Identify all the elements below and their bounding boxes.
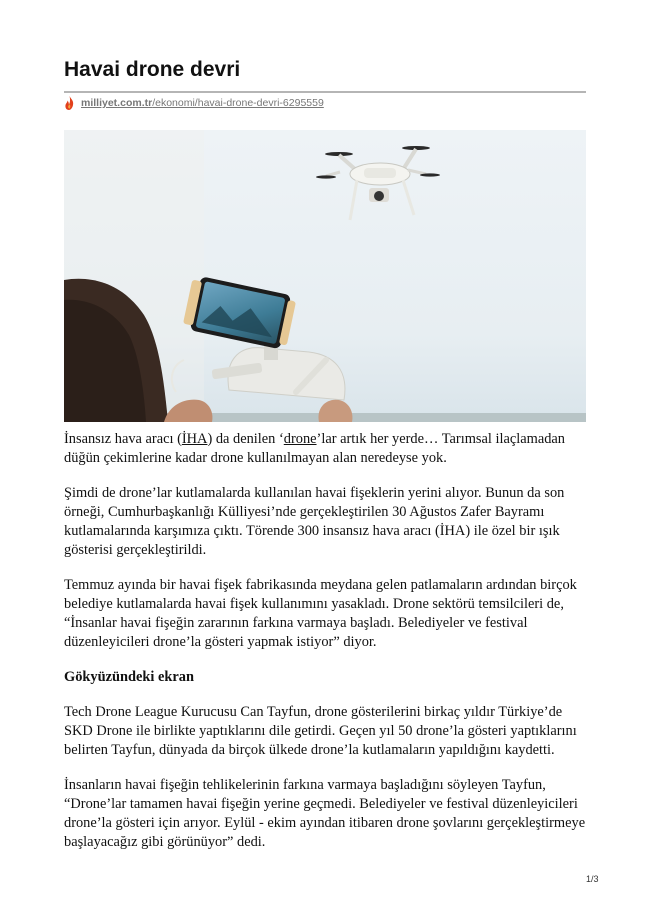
title-divider [64,91,586,93]
page-number: 1/3 [586,874,599,884]
source-domain: milliyet.com.tr [81,97,153,109]
link-iha[interactable]: İHA [181,431,208,447]
source-path: /ekonomi/havai-drone-devri-6295559 [152,97,324,109]
article-subheading: Gökyüzündeki ekran [64,669,194,685]
article-paragraph: İnsanların havai fişeğin tehlikelerinin farkına varmaya başladığını söyleyen Tayfun, “Drone’lar tamamen havai fişeğin yerine geçmedi. Belediyeler ve festival düzenleyicileri drone’la gösteri için arıyor. Eylül - ekim ayından itibaren drone şovlarını gerçekleştirmeye başlayacağız gibi görünüyor” dedi. [64,777,586,850]
source-line [64,95,324,111]
article-paragraph: Şimdi de drone’lar kutlamalarda kullanılan havai fişeklerin yerini alıyor. Bunun da son örneği, Cumhurbaşkanlığı Külliyesi’nde gerçekleştirilen 30 Ağustos Zafer Bayramı kutlamalarında karşımıza çıktı. Törende 300 insansız hava aracı (İHA) ile özel bir ışık gösterisi gerçekleştirildi. [64,485,565,558]
source-link[interactable] [81,97,324,109]
page-title: Havai drone devri [64,58,241,81]
milliyet-flame-icon [64,96,75,110]
link-drone[interactable]: drone [283,431,317,447]
article-body [64,430,594,868]
article-photo [64,130,586,422]
article-paragraph: Tech Drone League Kurucusu Can Tayfun, drone gösterilerini birkaç yıldır Türkiye’de SKD Drone ile birlikte yaptıklarını dile getirdi. Geçen yıl 50 drone’la gösteri yaptıklarını belirten Tayfun, dünyada da birçok ülkede drone’la kutlamaların yapıldığını kaydetti. [64,704,577,758]
article-paragraph: Temmuz ayında bir havai fişek fabrikasında meydana gelen patlamaların ardından birçok belediye kutlamalarda havai fişek kullanımını yasakladı. Drone sektörü temsilcileri de, “İnsanlar havai fişeğin zararının farkına varmaya başladı. Belediyeler ve festival düzenleyicileri drone’la gösteri yapmak istiyor” diyor. [64,577,577,650]
article-paragraph: İnsansız hava aracı (İHA) da denilen ‘drone’lar artık her yerde… Tarımsal ilaçlamadan düğün çekimlerine kadar drone kullanılmayan alan neredeyse yok. [64,431,565,466]
